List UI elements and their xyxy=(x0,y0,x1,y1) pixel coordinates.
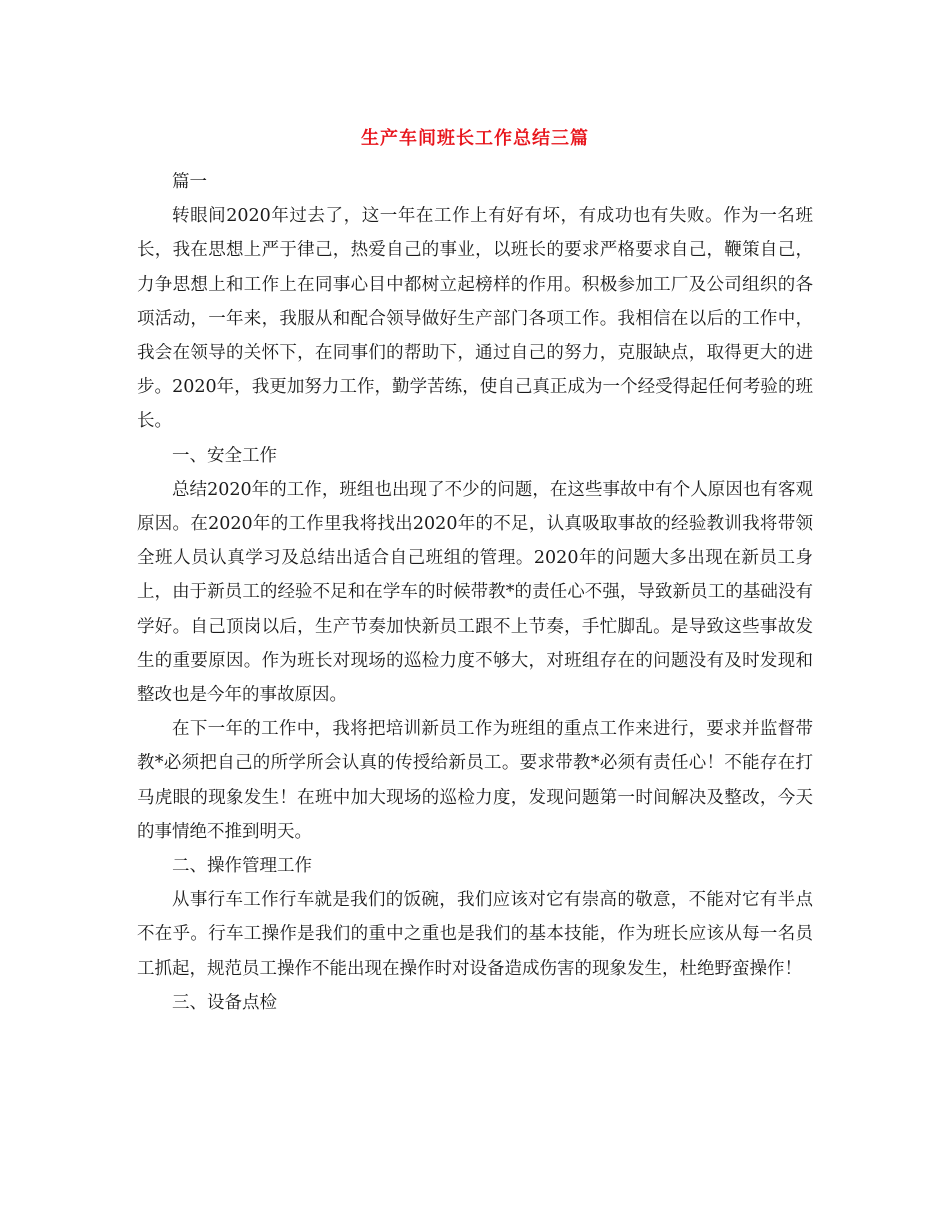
paragraph-safety-plan: 在下一年的工作中，我将把培训新员工作为班组的重点工作来进行，要求并监督带教*必须把自己的所学所会认真的传授给新员工。要求带教*必须有责任心！不能存在打马虎眼的现象发生！在班中加大现场的巡检力度，发现问题第一时间解决及整改，今天的事情绝不推到明天。 xyxy=(137,719,813,842)
section-heading-operation: 二、操作管理工作 xyxy=(172,856,312,877)
paragraph-safety-summary: 总结2020年的工作，班组也出现了不少的问题，在这些事故中有个人原因也有客观原因。在2020年的工作里我将找出2020年的不足，认真吸取事故的经验教训我将带领全班人员认真学习及总结出适合自己班组的管理。2020年的问题大多出现在新员工身上，由于新员工的经验不足和在学车的时候带教*的责任心不强，导致新员工的基础没有学好。自己顶岗以后，生产节奏加快新员工跟不上节奏，手忙脚乱。是导致这些事故发生的重要原因。作为班长对现场的巡检力度不够大，对班组存在的问题没有及时发现和整改也是今年的事故原因。 xyxy=(137,479,813,706)
section-heading-part-one: 篇一 xyxy=(172,172,207,192)
section-heading-equipment: 三、设备点检 xyxy=(172,992,277,1013)
paragraph-operation: 从事行车工作行车就是我们的饭碗，我们应该对它有崇高的敬意，不能对它有半点不在乎。行车工操作是我们的重中之重也是我们的基本技能，作为班长应该从每一名员工抓起，规范员工操作不能出现在操作时对设备造成伤害的现象发生，杜绝野蛮操作！ xyxy=(137,890,813,979)
paragraph-intro: 转眼间2020年过去了，这一年在工作上有好有坏，有成功也有失败。作为一名班长，我在思想上严于律己，热爱自己的事业，以班长的要求严格要求自己，鞭策自己，力争思想上和工作上在同事心目中都树立起榜样的作用。积极参加工厂及公司组织的各项活动，一年来，我服从和配合领导做好生产部门各项工作。我相信在以后的工作中，我会在领导的关怀下，在同事们的帮助下，通过自己的努力，克服缺点，取得更大的进步。2020年，我更加努力工作，勤学苦练，使自己真正成为一个经受得起任何考验的班长。 xyxy=(137,206,813,432)
document-title: 生产车间班长工作总结三篇 xyxy=(361,128,589,149)
document-body xyxy=(137,165,813,1020)
section-heading-safety: 一、安全工作 xyxy=(172,445,277,466)
